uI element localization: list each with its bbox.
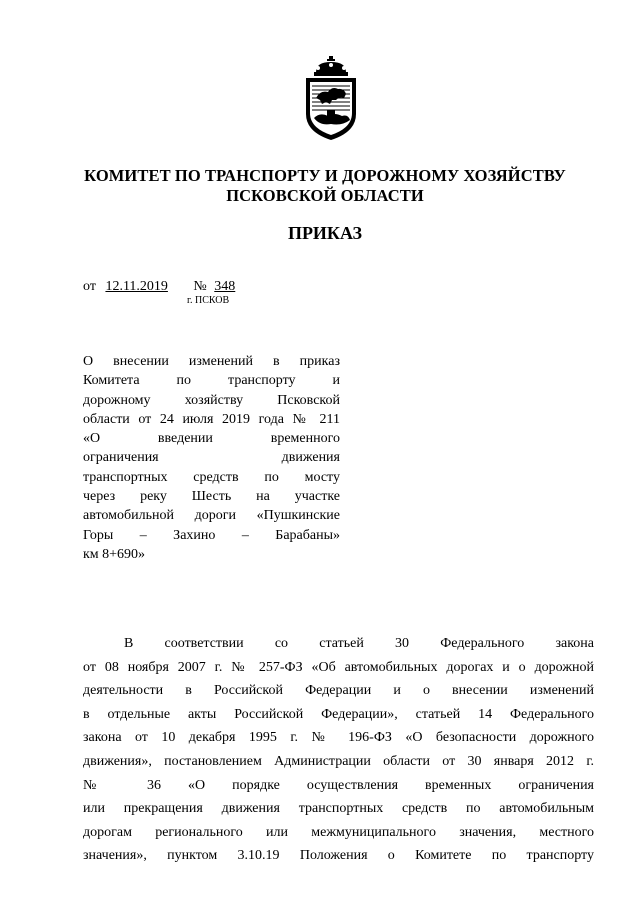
subject-line: О внесении изменений в приказ — [83, 354, 340, 369]
body-line: закона от 10 декабря 1995 г. № 196-ФЗ «О безопасности дорожного — [83, 730, 594, 746]
subject-line: ограничения движения — [83, 450, 340, 466]
document-meta — [83, 279, 235, 295]
subject-line: автомобильной дороги «Пушкинские — [83, 508, 340, 524]
subject-line: транспортных средств по мосту — [83, 469, 340, 485]
subject-line: области от 24 июля 2019 года № 211 — [83, 411, 340, 427]
subject-line: через реку Шесть на участке — [83, 489, 340, 505]
body-line: значения», пунктом 3.10.19 Положения о Комитете по транспорту — [83, 848, 594, 864]
organization-title-line1: КОМИТЕТ ПО ТРАНСПОРТУ И ДОРОЖНОМУ ХОЗЯЙСТВУ — [84, 166, 566, 185]
body-line: № 36 «О порядке осуществления временных ограничения — [83, 777, 594, 793]
body-line: движения», постановлением Администрации области от 30 января 2012 г. — [83, 753, 594, 769]
subject-line: «О введении временного — [83, 431, 340, 447]
document-date: 12.11.2019 — [105, 279, 168, 294]
number-label: № — [193, 279, 207, 294]
document-subject — [83, 352, 340, 564]
document-city: г. ПСКОВ — [187, 295, 230, 306]
subject-line: км 8+690» — [83, 546, 146, 562]
body-line: в отдельные акты Российской Федерации», статьей 14 Федерального — [83, 706, 594, 722]
document-body — [83, 632, 594, 868]
body-line: от 08 ноября 2007 г. № 257-ФЗ «Об автомобильных дорогах и о дорожной — [83, 659, 594, 675]
subject-line: Комитета по транспорту и — [83, 373, 340, 389]
body-line: или прекращения движения транспортных средств по автомобильным — [83, 801, 594, 817]
document-number: 348 — [214, 279, 236, 294]
date-label: от — [83, 279, 96, 294]
organization-title-line2: ПСКОВСКОЙ ОБЛАСТИ — [226, 186, 424, 205]
pskov-coat-of-arms-icon — [302, 56, 360, 142]
subject-line: дорожному хозяйству Псковской — [83, 392, 340, 408]
body-line: дорогам регионального или межмуниципального значения, местного — [83, 824, 594, 840]
body-line: деятельности в Российской Федерации и о внесении изменений — [83, 683, 594, 699]
subject-line: Горы – Захино – Барабаны» — [83, 527, 340, 543]
body-line: В соответствии со статьей 30 Федерального закона — [124, 636, 594, 651]
document-type: ПРИКАЗ — [287, 223, 363, 243]
